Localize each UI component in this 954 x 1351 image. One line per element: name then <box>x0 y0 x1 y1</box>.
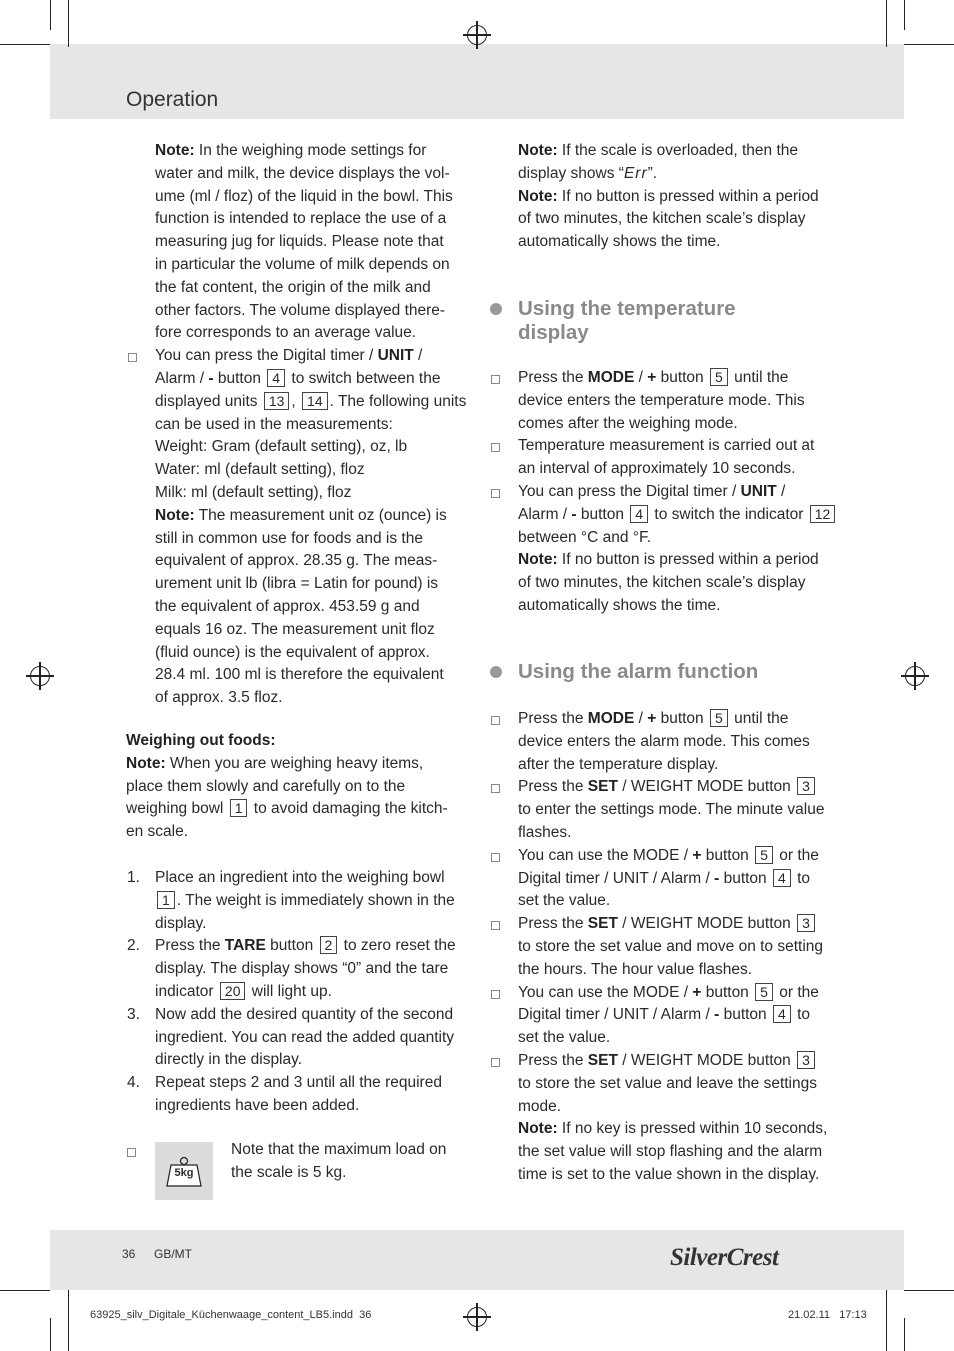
ref-number: 3 <box>797 1051 815 1069</box>
list-item: Press the SET / WEIGHT MODE button 3 to store the set value and leave the settings mode. Note: If no key is pressed within 10 seconds, the set value will stop flashing and the alarm time is set to the value shown in the display. <box>518 1050 838 1187</box>
ref-number: 1 <box>230 799 248 817</box>
ref-number: 3 <box>797 777 815 795</box>
registration-mark-icon <box>30 666 50 686</box>
crop-mark <box>0 44 50 45</box>
checkbox-bullet-icon <box>128 353 137 362</box>
weighing-section: Weighing out foods: Note: When you are weighing heavy items, place them slowly and carefully on to the weighing bowl 1 to avoid damaging the kitch- en scale. <box>126 732 448 841</box>
list-item: You can press the Digital timer / UNIT / Alarm / - button 4 to switch between the displayed units 13 , 14 . The following units can be used in the measurements: Weight: Gram (default setting), oz, lb Water: ml (default setting), floz Milk: ml (default setting), floz Note: The measurement unit oz (ounce) is still in common use for foods and is the equivalent of approx. 28.35 g. The meas- urement unit lb (libra = Latin for pound) is the equivalent of approx. 453.59 g and equals 16 oz. The measurement unit floz (fluid ounce) is the equivalent of approx. 28.4 ml. 100 ml is therefore the equivalent of approx. 3.5 floz. <box>155 345 470 710</box>
checkbox-bullet-icon <box>491 784 500 793</box>
checkbox-bullet-icon <box>491 375 500 384</box>
checkbox-bullet-icon <box>491 443 500 452</box>
crop-mark <box>50 0 51 30</box>
left-note-block: Note: In the weighing mode settings for water and milk, the device displays the vol- ume (ml / floz) of the liquid in the bowl. This function is intended to replace the use of a measuring jug for liquids. Please note that in particular the volume of milk depends on the fat content, the origin of the milk and other factors. The volume displayed there- fore corresponds to an average value. You can press the Digital timer / UNIT / Alarm / - button 4 to switch between the displayed units 13 , 14 . The following units can be used in the measurements: Weight: Gram (default setting), oz, lb Water: ml (default setting), floz Milk: ml (default setting), floz Note: The measurement unit oz (ounce) is still in common use for foods and is the equivalent of approx. 28.35 g. The meas- urement unit lb (libra = Latin for pound) is the equivalent of approx. 453.59 g and equals 16 oz. The measurement unit floz (fluid ounce) is the equivalent of approx. 28.4 ml. 100 ml is therefore the equivalent of approx. 3.5 floz. <box>155 140 470 710</box>
slug-timestamp: 21.02.11 17:13 <box>788 1309 867 1321</box>
ref-number: 5 <box>755 983 773 1001</box>
checkbox-bullet-icon <box>491 921 500 930</box>
ref-number: 2 <box>320 936 338 954</box>
crop-mark <box>886 0 887 47</box>
section-heading: Weighing out foods: <box>126 732 276 749</box>
crop-mark <box>904 0 905 30</box>
page-number: 36 <box>122 1247 136 1261</box>
crop-mark <box>68 0 69 47</box>
ref-number: 5 <box>710 368 728 386</box>
registration-mark-icon <box>467 25 487 45</box>
ref-number: 5 <box>710 709 728 727</box>
weight-5kg-icon: 5kg <box>155 1142 213 1200</box>
section-bullet-icon <box>490 666 502 678</box>
page-title: Operation <box>126 88 219 111</box>
ref-number: 5 <box>755 846 773 864</box>
checkbox-bullet-icon <box>491 716 500 725</box>
list-item: Press the MODE / + button 5 until the device enters the alarm mode. This comes after the temperature display. <box>518 708 838 776</box>
ref-number: 3 <box>797 914 815 932</box>
ref-number: 14 <box>302 392 328 410</box>
list-item: You can press the Digital timer / UNIT / Alarm / - button 4 to switch the indicator 12 between °C and °F. Note: If no button is pressed within a period of two minutes, the kitchen scale’s display automatically shows the time. <box>518 481 838 618</box>
list-item: Temperature measurement is carried out at an interval of approximately 10 seconds. <box>518 435 838 481</box>
ref-number: 4 <box>267 369 285 387</box>
list-item: Press the MODE / + button 5 until the device enters the temperature mode. This comes after the weighing mode. <box>518 367 838 435</box>
section-bullet-icon <box>490 303 502 315</box>
list-item: You can use the MODE / + button 5 or the Digital timer / UNIT / Alarm / - button 4 to set the value. <box>518 845 838 913</box>
registration-mark-icon <box>467 1307 487 1327</box>
checkbox-bullet-icon <box>491 489 500 498</box>
list-item: 3. Now add the desired quantity of the second ingredient. You can read the added quantity directly in the display. <box>127 1005 455 1069</box>
checkbox-bullet-icon <box>491 990 500 999</box>
list-item: Press the SET / WEIGHT MODE button 3 to enter the settings mode. The minute value flashes. <box>518 776 838 844</box>
checkbox-bullet-icon <box>127 1148 136 1157</box>
right-notes: Note: If the scale is overloaded, then the display shows “Err”. Note: If no button is pressed within a period of two minutes, the kitchen scale’s display automatically shows the time. <box>518 142 819 251</box>
checkbox-bullet-icon <box>491 853 500 862</box>
list-item: Press the SET / WEIGHT MODE button 3 to store the set value and move on to setting the hours. The hour value flashes. <box>518 913 838 981</box>
ref-number: 4 <box>630 505 648 523</box>
list-item: 1. Place an ingredient into the weighing bowl 1 . The weight is immediately shown in the display. <box>127 869 455 932</box>
crop-mark <box>68 1290 69 1351</box>
checkbox-bullet-icon <box>491 1058 500 1067</box>
section-heading-temperature: Using the temperature display <box>518 297 736 344</box>
steps-list <box>127 867 470 1118</box>
language-code: GB/MT <box>154 1247 192 1261</box>
list-item: You can use the MODE / + button 5 or the Digital timer / UNIT / Alarm / - button 4 to set the value. <box>518 982 838 1050</box>
max-load-note: Note that the maximum load on the scale is 5 kg. <box>231 1141 447 1181</box>
brand-logo: SilverCrest <box>670 1244 779 1271</box>
list-item: 4. Repeat steps 2 and 3 until all the required ingredients have been added. <box>127 1074 442 1114</box>
section-heading-alarm: Using the alarm function <box>518 660 759 683</box>
ref-number: 4 <box>773 869 791 887</box>
slug-filename: 63925_silv_Digitale_Küchenwaage_content_LB5.indd 36 <box>90 1309 372 1321</box>
list-item: 2. Press the TARE button 2 to zero reset the display. The display shows “0” and the tare indicator 20 will light up. <box>127 937 456 1000</box>
crop-mark <box>50 1318 51 1351</box>
err-display: Err <box>623 164 648 182</box>
ref-number: 20 <box>220 982 246 1000</box>
ref-number: 12 <box>810 505 836 523</box>
ref-number: 4 <box>773 1005 791 1023</box>
crop-mark <box>0 1290 50 1291</box>
crop-mark <box>904 1318 905 1351</box>
crop-mark <box>904 1290 954 1291</box>
registration-mark-icon <box>905 666 925 686</box>
crop-mark <box>886 1290 887 1351</box>
alarm-section <box>518 708 838 1187</box>
ref-number: 13 <box>264 392 290 410</box>
crop-mark <box>904 44 954 45</box>
temperature-section <box>518 367 838 618</box>
ref-number: 1 <box>157 891 175 909</box>
